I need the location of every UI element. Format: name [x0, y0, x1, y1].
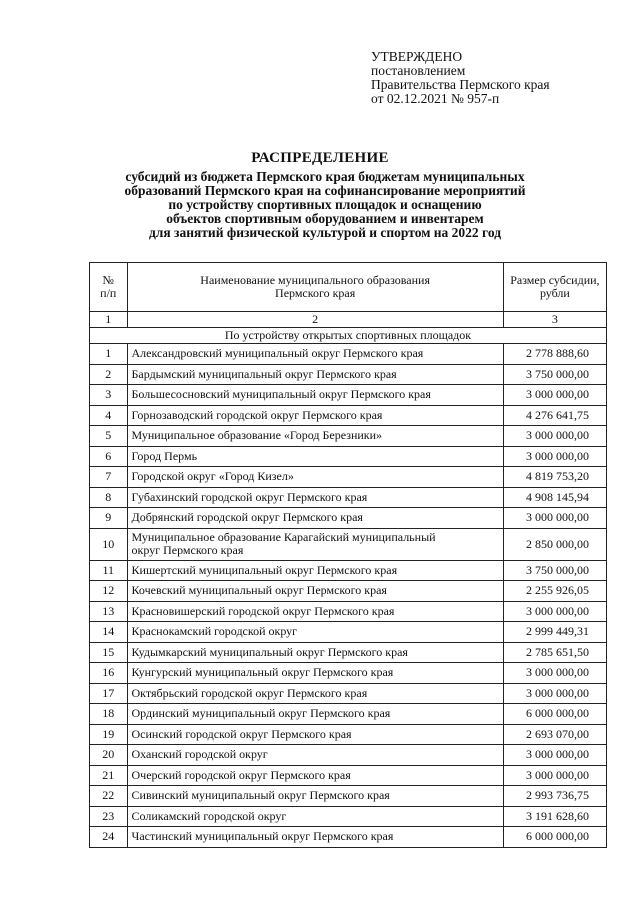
subsidy-amount: 2 993 736,75 — [503, 786, 606, 807]
table-row — [90, 528, 607, 560]
section-title: По устройству открытых спортивных площадок — [90, 328, 607, 344]
municipality-name: Александровский муниципальный округ Пермского края — [127, 344, 503, 365]
column-index: 3 — [503, 312, 606, 328]
approval-word: УТВЕРЖДЕНО — [371, 49, 463, 64]
row-number: 22 — [90, 786, 128, 807]
subsidy-amount: 2 850 000,00 — [503, 528, 606, 560]
municipality-name: Осинский городской округ Пермского края — [127, 724, 503, 745]
subsidy-amount: 3 000 000,00 — [503, 663, 606, 684]
row-number: 21 — [90, 765, 128, 786]
subsidy-amount: 3 000 000,00 — [503, 446, 606, 467]
approval-stamp — [371, 50, 550, 106]
municipality-name: Городской округ «Город Кизел» — [127, 467, 503, 488]
table-row — [90, 683, 607, 704]
column-index-row — [90, 312, 607, 328]
table-row — [90, 508, 607, 529]
subsidy-amount: 2 693 070,00 — [503, 724, 606, 745]
subsidy-amount: 3 000 000,00 — [503, 601, 606, 622]
header-name-line: Наименование муниципального образования — [200, 273, 430, 287]
table-row — [90, 806, 607, 827]
municipality-name: Город Пермь — [127, 446, 503, 467]
municipality-name — [127, 528, 503, 560]
table-header-row — [90, 263, 607, 312]
row-number: 5 — [90, 426, 128, 447]
municipality-name: Большесосновский муниципальный округ Пермского края — [127, 385, 503, 406]
municipality-name-line: Муниципальное образование Карагайский муниципальный — [131, 530, 436, 544]
row-number: 17 — [90, 683, 128, 704]
table-row — [90, 601, 607, 622]
approval-authority: Правительства Пермского края — [371, 77, 550, 92]
document-subtitle — [90, 170, 560, 240]
table-row — [90, 364, 607, 385]
table-row — [90, 581, 607, 602]
row-number: 7 — [90, 467, 128, 488]
municipality-name: Горнозаводский городской округ Пермского края — [127, 405, 503, 426]
row-number: 20 — [90, 745, 128, 766]
table-row — [90, 622, 607, 643]
municipality-name: Губахинский городской округ Пермского края — [127, 487, 503, 508]
row-number: 13 — [90, 601, 128, 622]
municipality-name: Очерский городской округ Пермского края — [127, 765, 503, 786]
subsidy-amount: 4 908 145,94 — [503, 487, 606, 508]
row-number: 1 — [90, 344, 128, 365]
row-number: 24 — [90, 827, 128, 848]
table-row — [90, 724, 607, 745]
subtitle-line: по устройству спортивных площадок и оснащению — [168, 197, 482, 212]
header-num — [90, 263, 128, 312]
subsidy-amount: 2 785 651,50 — [503, 642, 606, 663]
subtitle-line: образований Пермского края на софинансирование мероприятий — [124, 183, 526, 198]
subsidy-amount: 3 000 000,00 — [503, 426, 606, 447]
table-row — [90, 560, 607, 581]
table-row — [90, 765, 607, 786]
column-index: 2 — [127, 312, 503, 328]
subsidy-table — [89, 262, 607, 848]
municipality-name: Частинский муниципальный округ Пермского края — [127, 827, 503, 848]
header-amount-line: Размер субсидии, — [510, 273, 600, 287]
table-row — [90, 467, 607, 488]
section-row — [90, 328, 607, 344]
subsidy-amount: 3 000 000,00 — [503, 385, 606, 406]
table-row — [90, 786, 607, 807]
municipality-name: Бардымский муниципальный округ Пермского края — [127, 364, 503, 385]
subsidy-amount: 2 999 449,31 — [503, 622, 606, 643]
column-index: 1 — [90, 312, 128, 328]
municipality-name: Красновишерский городской округ Пермского края — [127, 601, 503, 622]
header-num-line: № — [102, 273, 114, 287]
municipality-name: Кочевский муниципальный округ Пермского края — [127, 581, 503, 602]
row-number: 2 — [90, 364, 128, 385]
municipality-name: Муниципальное образование «Город Березники» — [127, 426, 503, 447]
document-title: РАСПРЕДЕЛЕНИЕ — [251, 150, 389, 166]
table-row — [90, 642, 607, 663]
header-amount-line: рубли — [539, 286, 570, 300]
municipality-name: Соликамский городской округ — [127, 806, 503, 827]
subsidy-amount: 4 819 753,20 — [503, 467, 606, 488]
table-row — [90, 827, 607, 848]
municipality-name: Добрянский городской округ Пермского края — [127, 508, 503, 529]
row-number: 15 — [90, 642, 128, 663]
subsidy-amount: 6 000 000,00 — [503, 827, 606, 848]
municipality-name: Краснокамский городской округ — [127, 622, 503, 643]
row-number: 4 — [90, 405, 128, 426]
row-number: 23 — [90, 806, 128, 827]
table-row — [90, 446, 607, 467]
subtitle-line: объектов спортивным оборудованием и инвентарем — [166, 211, 484, 226]
row-number: 14 — [90, 622, 128, 643]
municipality-name: Кишертский муниципальный округ Пермского края — [127, 560, 503, 581]
row-number: 9 — [90, 508, 128, 529]
subsidy-amount: 2 255 926,05 — [503, 581, 606, 602]
table-row — [90, 405, 607, 426]
table-row — [90, 426, 607, 447]
subsidy-amount: 3 750 000,00 — [503, 364, 606, 385]
table-row — [90, 704, 607, 725]
header-amount — [503, 263, 606, 312]
municipality-name: Ординский муниципальный округ Пермского края — [127, 704, 503, 725]
subtitle-line: для занятий физической культурой и спортом на 2022 год — [148, 225, 502, 240]
subsidy-amount: 4 276 641,75 — [503, 405, 606, 426]
row-number: 10 — [90, 528, 128, 560]
subsidy-amount: 3 000 000,00 — [503, 508, 606, 529]
subsidy-amount: 3 750 000,00 — [503, 560, 606, 581]
subsidy-amount: 2 778 888,60 — [503, 344, 606, 365]
row-number: 11 — [90, 560, 128, 581]
table-row — [90, 745, 607, 766]
approval-date-number: от 02.12.2021 № 957-п — [371, 91, 500, 106]
subsidy-amount: 3 000 000,00 — [503, 745, 606, 766]
header-name — [127, 263, 503, 312]
subsidy-amount: 3 000 000,00 — [503, 765, 606, 786]
subtitle-line: субсидий из бюджета Пермского края бюджетам муниципальных — [125, 169, 525, 184]
subsidy-amount: 3 191 628,60 — [503, 806, 606, 827]
row-number: 6 — [90, 446, 128, 467]
row-number: 12 — [90, 581, 128, 602]
municipality-name: Кунгурский муниципальный округ Пермского края — [127, 663, 503, 684]
subsidy-amount: 3 000 000,00 — [503, 683, 606, 704]
municipality-name: Кудымкарский муниципальный округ Пермского края — [127, 642, 503, 663]
table-row — [90, 487, 607, 508]
municipality-name: Октябрьский городской округ Пермского края — [127, 683, 503, 704]
header-name-line: Пермского края — [275, 286, 356, 300]
row-number: 8 — [90, 487, 128, 508]
municipality-name: Оханский городской округ — [127, 745, 503, 766]
approval-by: постановлением — [371, 63, 466, 78]
table-row — [90, 385, 607, 406]
header-num-line: п/п — [100, 286, 117, 300]
subsidy-amount: 6 000 000,00 — [503, 704, 606, 725]
table-row — [90, 663, 607, 684]
table-row — [90, 344, 607, 365]
row-number: 19 — [90, 724, 128, 745]
row-number: 16 — [90, 663, 128, 684]
municipality-name: Сивинский муниципальный округ Пермского края — [127, 786, 503, 807]
row-number: 18 — [90, 704, 128, 725]
row-number: 3 — [90, 385, 128, 406]
municipality-name-line: округ Пермского края — [131, 543, 244, 557]
